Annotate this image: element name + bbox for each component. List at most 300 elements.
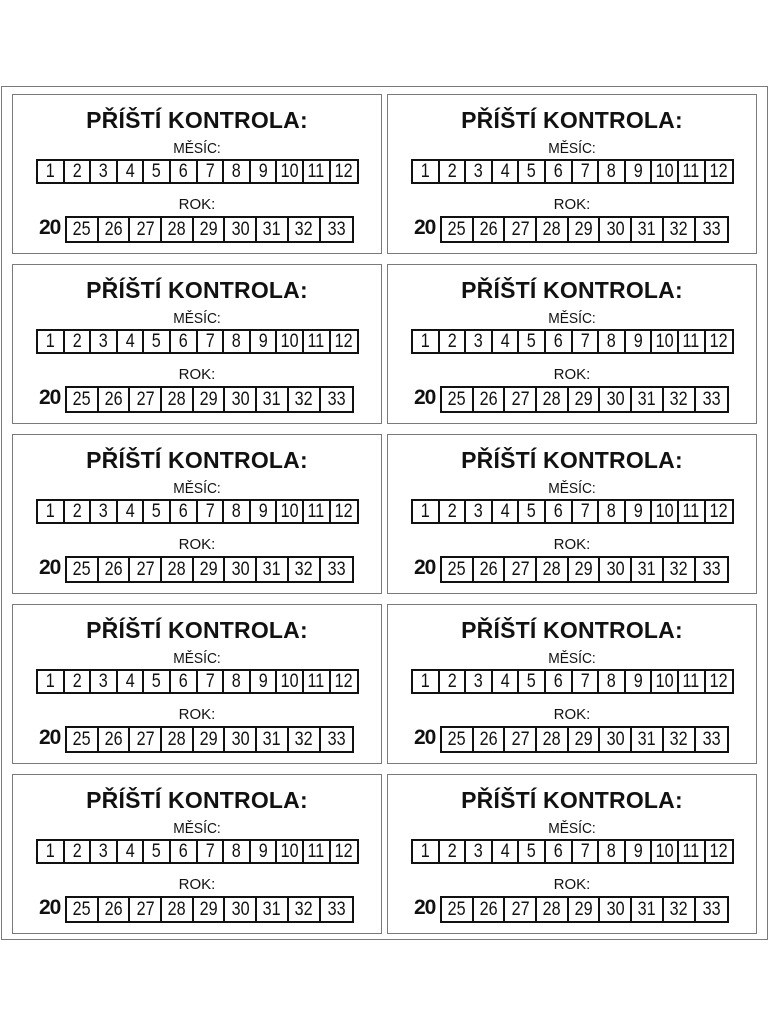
year-cell (632, 388, 664, 411)
year-row (440, 216, 729, 243)
month-value: 3 (473, 161, 483, 182)
year-value: 26 (104, 219, 123, 240)
month-row (411, 159, 734, 184)
month-row (411, 839, 734, 864)
month-value: 7 (580, 841, 590, 862)
month-value: 6 (553, 161, 563, 182)
year-prefix: 20 (39, 386, 61, 409)
year-value: 29 (199, 219, 218, 240)
year-cell (600, 388, 632, 411)
year-value: 26 (479, 559, 498, 580)
month-cell (466, 331, 493, 352)
month-cell (546, 841, 573, 862)
year-cell (130, 218, 162, 241)
year-cell (67, 898, 99, 921)
month-value: 2 (72, 501, 82, 522)
year-value: 33 (327, 389, 346, 410)
month-cell (38, 331, 65, 352)
year-cell (537, 218, 569, 241)
month-value: 4 (125, 501, 135, 522)
year-cell (569, 388, 601, 411)
month-value: 7 (205, 841, 215, 862)
month-caption: MĚSÍC: (548, 140, 596, 157)
year-row (440, 726, 729, 753)
inspection-label (12, 94, 382, 254)
month-cell (118, 841, 145, 862)
month-cell (493, 331, 520, 352)
month-value: 10 (280, 331, 299, 352)
month-cell (493, 671, 520, 692)
month-cell (466, 501, 493, 522)
month-cell (91, 841, 118, 862)
month-cell (91, 331, 118, 352)
month-cell (331, 841, 358, 862)
year-value: 28 (167, 729, 186, 750)
year-cell (162, 218, 194, 241)
label-title: PŘÍŠTÍ KONTROLA: (461, 787, 683, 813)
year-value: 26 (104, 389, 123, 410)
month-cell (65, 161, 92, 182)
month-caption: MĚSÍC: (173, 310, 221, 327)
month-value: 3 (98, 161, 108, 182)
year-cell (696, 728, 728, 751)
year-cell (569, 218, 601, 241)
year-cell (162, 728, 194, 751)
month-value: 5 (527, 671, 537, 692)
year-cell (569, 728, 601, 751)
month-value: 11 (307, 841, 325, 862)
month-value: 10 (655, 501, 674, 522)
year-cell (442, 388, 474, 411)
year-cell (632, 218, 664, 241)
year-value: 28 (167, 899, 186, 920)
month-row (36, 839, 359, 864)
month-cell (65, 331, 92, 352)
year-value: 27 (136, 559, 155, 580)
month-caption: MĚSÍC: (173, 140, 221, 157)
year-value: 28 (167, 559, 186, 580)
year-cell (321, 558, 353, 581)
year-value: 27 (511, 729, 530, 750)
month-value: 4 (500, 671, 510, 692)
year-cell (664, 898, 696, 921)
month-cell (251, 841, 278, 862)
month-cell (413, 671, 440, 692)
year-cell (67, 728, 99, 751)
month-cell (652, 161, 679, 182)
year-cell (442, 898, 474, 921)
month-value: 5 (152, 161, 162, 182)
year-prefix: 20 (39, 896, 61, 919)
year-cell (664, 388, 696, 411)
month-cell (38, 671, 65, 692)
month-value: 7 (205, 501, 215, 522)
month-cell (573, 841, 600, 862)
year-cell (289, 558, 321, 581)
year-cell (194, 388, 226, 411)
month-cell (519, 841, 546, 862)
month-value: 9 (633, 501, 643, 522)
year-cell (537, 388, 569, 411)
year-cell (632, 728, 664, 751)
year-value: 25 (447, 219, 466, 240)
month-cell (599, 331, 626, 352)
month-cell (171, 501, 198, 522)
month-cell (118, 501, 145, 522)
month-value: 10 (280, 161, 299, 182)
year-value: 29 (199, 559, 218, 580)
month-cell (546, 671, 573, 692)
month-cell (65, 671, 92, 692)
month-cell (652, 331, 679, 352)
month-cell (519, 331, 546, 352)
month-cell (91, 671, 118, 692)
month-cell (171, 841, 198, 862)
month-cell (331, 331, 358, 352)
month-value: 1 (45, 841, 55, 862)
month-value: 6 (178, 501, 188, 522)
year-cell (289, 728, 321, 751)
year-value: 28 (542, 559, 561, 580)
year-caption: ROK: (553, 536, 591, 553)
month-value: 1 (45, 331, 55, 352)
month-value: 8 (231, 161, 241, 182)
year-value: 27 (511, 389, 530, 410)
year-cell (600, 558, 632, 581)
year-cell (130, 388, 162, 411)
year-cell (505, 728, 537, 751)
month-cell (466, 671, 493, 692)
year-value: 31 (637, 899, 656, 920)
month-cell (546, 331, 573, 352)
month-cell (277, 331, 304, 352)
month-value: 7 (205, 161, 215, 182)
inspection-label (12, 774, 382, 934)
month-cell (198, 161, 225, 182)
year-caption: ROK: (553, 876, 591, 893)
year-prefix: 20 (414, 896, 436, 919)
year-cell (289, 388, 321, 411)
month-cell (466, 841, 493, 862)
month-caption: MĚSÍC: (173, 650, 221, 667)
month-value: 8 (606, 501, 616, 522)
year-value: 33 (702, 729, 721, 750)
month-cell (679, 161, 706, 182)
month-value: 12 (334, 671, 353, 692)
year-value: 31 (637, 559, 656, 580)
month-cell (546, 501, 573, 522)
month-value: 7 (580, 161, 590, 182)
month-cell (519, 161, 546, 182)
month-cell (38, 501, 65, 522)
month-value: 6 (553, 331, 563, 352)
year-value: 31 (262, 899, 281, 920)
year-cell (600, 898, 632, 921)
year-value: 29 (199, 389, 218, 410)
month-cell (277, 671, 304, 692)
month-cell (304, 501, 331, 522)
month-caption: MĚSÍC: (548, 480, 596, 497)
month-value: 7 (205, 331, 215, 352)
year-value: 30 (231, 559, 250, 580)
month-cell (573, 671, 600, 692)
month-value: 3 (473, 841, 483, 862)
month-cell (171, 671, 198, 692)
month-value: 2 (72, 671, 82, 692)
month-cell (626, 161, 653, 182)
month-cell (198, 501, 225, 522)
month-value: 4 (500, 331, 510, 352)
year-cell (696, 558, 728, 581)
month-value: 10 (280, 671, 299, 692)
year-value: 32 (669, 729, 688, 750)
month-value: 12 (709, 671, 728, 692)
year-cell (569, 898, 601, 921)
month-value: 4 (125, 331, 135, 352)
year-value: 29 (574, 219, 593, 240)
year-value: 31 (637, 729, 656, 750)
month-value: 8 (606, 161, 616, 182)
month-cell (277, 161, 304, 182)
month-cell (331, 501, 358, 522)
year-value: 26 (479, 899, 498, 920)
year-cell (569, 558, 601, 581)
month-value: 11 (682, 161, 700, 182)
month-value: 8 (231, 671, 241, 692)
month-cell (706, 331, 733, 352)
year-value: 26 (104, 899, 123, 920)
year-cell (505, 388, 537, 411)
year-prefix: 20 (414, 556, 436, 579)
month-row (411, 499, 734, 524)
month-value: 1 (420, 161, 430, 182)
year-value: 26 (104, 559, 123, 580)
month-cell (440, 501, 467, 522)
month-cell (304, 161, 331, 182)
month-cell (331, 671, 358, 692)
month-value: 4 (125, 671, 135, 692)
year-cell (225, 388, 257, 411)
month-value: 9 (258, 501, 268, 522)
month-cell (144, 331, 171, 352)
year-value: 32 (294, 899, 313, 920)
month-cell (493, 161, 520, 182)
year-cell (537, 558, 569, 581)
year-cell (474, 728, 506, 751)
year-value: 25 (72, 389, 91, 410)
year-caption: ROK: (178, 876, 216, 893)
month-cell (304, 841, 331, 862)
inspection-label (12, 604, 382, 764)
year-value: 25 (72, 559, 91, 580)
year-cell (130, 728, 162, 751)
month-value: 6 (553, 841, 563, 862)
month-cell (440, 161, 467, 182)
month-cell (679, 331, 706, 352)
month-value: 1 (420, 331, 430, 352)
month-value: 2 (72, 841, 82, 862)
month-cell (573, 161, 600, 182)
inspection-label (387, 604, 757, 764)
month-cell (626, 501, 653, 522)
year-cell (442, 558, 474, 581)
month-value: 4 (500, 501, 510, 522)
month-cell (413, 161, 440, 182)
year-cell (194, 728, 226, 751)
month-value: 2 (447, 161, 457, 182)
month-value: 6 (553, 501, 563, 522)
month-value: 5 (527, 331, 537, 352)
month-value: 3 (98, 501, 108, 522)
year-cell (99, 218, 131, 241)
inspection-label (387, 774, 757, 934)
year-cell (67, 218, 99, 241)
year-cell (130, 898, 162, 921)
month-value: 1 (45, 501, 55, 522)
year-cell (537, 728, 569, 751)
month-value: 5 (527, 161, 537, 182)
year-value: 30 (231, 389, 250, 410)
year-value: 29 (574, 729, 593, 750)
month-row (411, 669, 734, 694)
month-cell (652, 501, 679, 522)
year-row (440, 386, 729, 413)
month-value: 12 (709, 161, 728, 182)
month-cell (65, 501, 92, 522)
month-value: 1 (420, 671, 430, 692)
month-caption: MĚSÍC: (173, 820, 221, 837)
year-value: 30 (606, 559, 625, 580)
year-cell (664, 218, 696, 241)
year-cell (664, 558, 696, 581)
month-cell (519, 501, 546, 522)
year-value: 33 (327, 899, 346, 920)
month-value: 3 (98, 841, 108, 862)
month-value: 11 (682, 331, 700, 352)
label-title: PŘÍŠTÍ KONTROLA: (461, 107, 683, 133)
label-title: PŘÍŠTÍ KONTROLA: (461, 277, 683, 303)
year-cell (162, 388, 194, 411)
month-cell (573, 331, 600, 352)
month-cell (626, 671, 653, 692)
year-prefix: 20 (414, 216, 436, 239)
year-value: 25 (72, 219, 91, 240)
year-value: 27 (511, 899, 530, 920)
year-value: 27 (136, 899, 155, 920)
month-value: 10 (655, 331, 674, 352)
year-cell (162, 898, 194, 921)
month-value: 2 (447, 331, 457, 352)
month-value: 9 (258, 161, 268, 182)
month-cell (251, 331, 278, 352)
year-value: 32 (669, 559, 688, 580)
year-value: 27 (136, 729, 155, 750)
month-caption: MĚSÍC: (548, 650, 596, 667)
month-value: 9 (633, 161, 643, 182)
year-row (440, 896, 729, 923)
year-prefix: 20 (39, 726, 61, 749)
label-title: PŘÍŠTÍ KONTROLA: (86, 617, 308, 643)
year-value: 30 (606, 389, 625, 410)
year-value: 26 (104, 729, 123, 750)
year-cell (225, 218, 257, 241)
month-value: 6 (178, 671, 188, 692)
label-title: PŘÍŠTÍ KONTROLA: (86, 107, 308, 133)
month-value: 9 (258, 671, 268, 692)
month-value: 9 (258, 841, 268, 862)
month-cell (440, 671, 467, 692)
month-cell (224, 331, 251, 352)
year-value: 31 (637, 389, 656, 410)
month-value: 6 (178, 331, 188, 352)
year-row (65, 726, 354, 753)
year-value: 28 (542, 899, 561, 920)
month-cell (224, 671, 251, 692)
month-cell (706, 671, 733, 692)
year-cell (696, 388, 728, 411)
month-value: 8 (231, 331, 241, 352)
month-cell (440, 331, 467, 352)
month-value: 3 (473, 501, 483, 522)
month-value: 6 (178, 841, 188, 862)
month-cell (144, 501, 171, 522)
inspection-label (387, 264, 757, 424)
month-cell (198, 331, 225, 352)
month-value: 11 (307, 161, 325, 182)
month-value: 9 (633, 331, 643, 352)
year-cell (632, 558, 664, 581)
year-cell (257, 728, 289, 751)
year-value: 32 (669, 899, 688, 920)
month-value: 4 (500, 841, 510, 862)
label-title: PŘÍŠTÍ KONTROLA: (86, 447, 308, 473)
year-value: 32 (294, 219, 313, 240)
month-cell (38, 841, 65, 862)
year-value: 33 (702, 389, 721, 410)
month-cell (331, 161, 358, 182)
year-cell (474, 218, 506, 241)
year-value: 33 (327, 559, 346, 580)
month-cell (652, 841, 679, 862)
year-cell (225, 558, 257, 581)
month-cell (440, 841, 467, 862)
month-cell (466, 161, 493, 182)
month-cell (118, 671, 145, 692)
year-value: 30 (606, 899, 625, 920)
year-cell (289, 218, 321, 241)
month-cell (413, 501, 440, 522)
year-cell (537, 898, 569, 921)
year-cell (99, 898, 131, 921)
month-value: 3 (473, 671, 483, 692)
year-prefix: 20 (39, 216, 61, 239)
month-value: 8 (231, 841, 241, 862)
month-value: 6 (178, 161, 188, 182)
month-value: 12 (709, 841, 728, 862)
year-cell (321, 218, 353, 241)
month-row (36, 499, 359, 524)
month-value: 10 (655, 841, 674, 862)
year-cell (505, 218, 537, 241)
year-value: 28 (167, 389, 186, 410)
month-cell (171, 161, 198, 182)
year-value: 33 (327, 729, 346, 750)
label-title: PŘÍŠTÍ KONTROLA: (461, 617, 683, 643)
month-cell (91, 501, 118, 522)
year-caption: ROK: (178, 196, 216, 213)
year-cell (257, 218, 289, 241)
month-cell (91, 161, 118, 182)
